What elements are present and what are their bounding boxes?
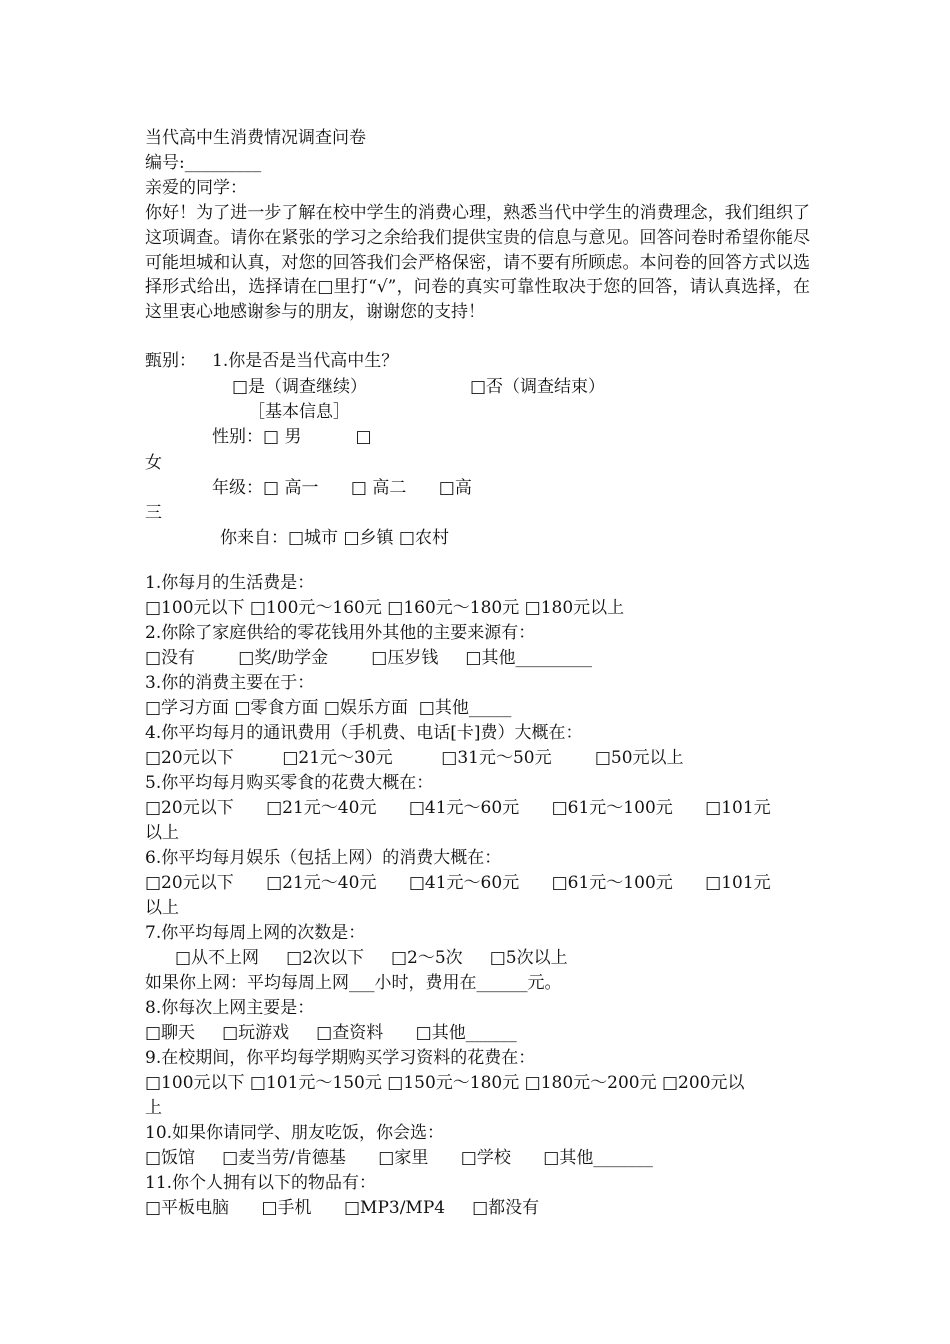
grade-option-wrap: 三 [145,503,162,523]
question-7: 7.你平均每周上网的次数是： [145,923,366,943]
question-10: 10.如果你请同学、朋友吃饭，你会选： [145,1123,445,1143]
intro-paragraph: 你好！为了进一步了解在校中学生的消费心理，熟悉当代中学生的消费理念，我们组织了这项调查。请你在紧张的学习之余给我们提供宝贵的信息与意见。回答问卷时希望你能尽可能坦城和认真，对您的回答我们会严格保密，请不要有所顾虑。本问卷的回答方式以选择形式给出，选择请在□里打“√”，问卷的真实可靠性取决于您的回答，请认真选择，在这里衷心地感谢参与的朋友，谢谢您的支持！ [145,203,810,323]
question-4: 4.你平均每月的通讯费用（手机费、电话[卡]费）大概在： [145,723,583,743]
origin-options[interactable]: 你来自：□城市 □乡镇 □农村 [220,528,449,548]
question-6: 6.你平均每月娱乐（包括上网）的消费大概在： [145,848,502,868]
question-9-options[interactable]: □100元以下 □101元～150元 □150元～180元 □180元～200元 □200元以 [145,1073,745,1093]
gender-options[interactable]: 性别：□ 男 □ [212,427,372,447]
grade-options[interactable]: 年级：□ 高一 □ 高二 □高 [212,478,472,498]
question-7-options[interactable]: □从不上网 □2次以下 □2～5次 □5次以上 [175,948,568,968]
question-6-options[interactable]: □20元以下 □21元～40元 □41元～60元 □61元～100元 □101元 [145,873,771,893]
screening-option-yes[interactable]: □是（调查继续） [232,377,368,397]
greeting: 亲爱的同学： [145,178,247,198]
question-6-options-wrap: 以上 [145,898,179,918]
question-9-options-wrap: 上 [145,1098,162,1118]
question-5: 5.你平均每月购买零食的花费大概在： [145,773,434,793]
screening-option-no[interactable]: □否（调查结束） [470,377,606,397]
question-9: 9.在校期间，你平均每学期购买学习资料的花费在： [145,1048,536,1068]
basic-info-header: ［基本信息］ [248,402,350,422]
gender-option-wrap: 女 [145,453,162,473]
number-field: 编号:_________ [145,153,262,173]
question-8: 8.你每次上网主要是： [145,998,315,1018]
question-4-options[interactable]: □20元以下 □21元～30元 □31元～50元 □50元以上 [145,748,684,768]
question-10-options[interactable]: □饭馆 □麦当劳/肯德基 □家里 □学校 □其他_______ [145,1148,653,1168]
question-11: 11.你个人拥有以下的物品有： [145,1173,377,1193]
page-title: 当代高中生消费情况调查问卷 [145,128,366,148]
question-5-options[interactable]: □20元以下 □21元～40元 □41元～60元 □61元～100元 □101元 [145,798,771,818]
screening-question: 1.你是否是当代高中生？ [212,351,399,371]
question-3: 3.你的消费主要在于： [145,673,315,693]
question-1-options[interactable]: □100元以下 □100元～160元 □160元～180元 □180元以上 [145,598,625,618]
question-11-options[interactable]: □平板电脑 □手机 □MP3/MP4 □都没有 [145,1198,540,1218]
question-8-options[interactable]: □聊天 □玩游戏 □查资料 □其他______ [145,1023,517,1043]
question-1: 1.你每月的生活费是： [145,573,315,593]
question-3-options[interactable]: □学习方面 □零食方面 □娱乐方面 □其他_____ [145,698,512,718]
question-2-options[interactable]: □没有 □奖/助学金 □压岁钱 □其他_________ [145,648,592,668]
screening-label: 甄别： [145,351,196,371]
question-5-options-wrap: 以上 [145,823,179,843]
question-7-followup[interactable]: 如果你上网：平均每周上网___小时，费用在______元。 [145,973,562,993]
question-2: 2.你除了家庭供给的零花钱用外其他的主要来源有： [145,623,536,643]
